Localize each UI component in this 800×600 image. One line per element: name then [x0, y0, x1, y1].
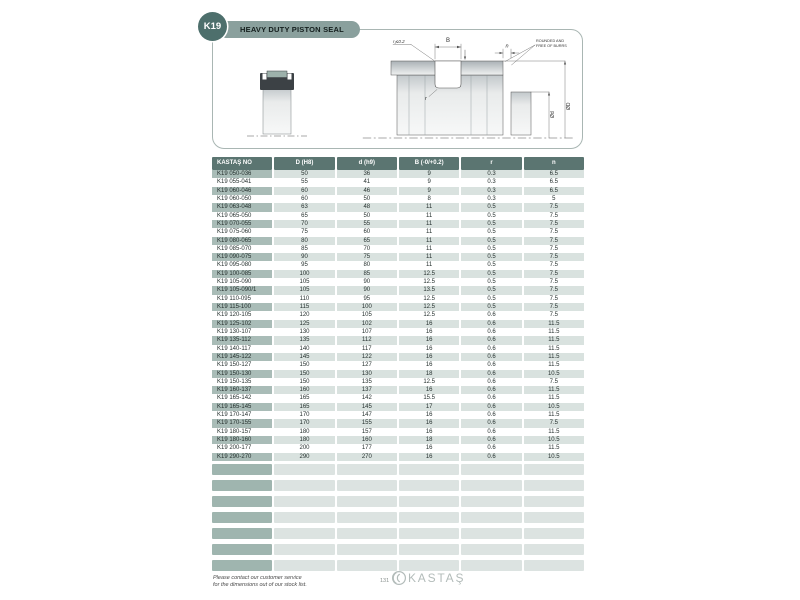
- cell-n: 10.5: [524, 403, 584, 411]
- cell-kastas-no: K19 063-048: [212, 203, 272, 211]
- cell-kastas-no: K19 110-095: [217, 295, 251, 302]
- table-row: [212, 253, 584, 261]
- cell-d-h8: 150: [274, 370, 334, 378]
- cell-d-h9: 46: [337, 187, 397, 195]
- table-row: [212, 261, 584, 269]
- cell-b: 17: [399, 403, 459, 411]
- cell-b: 11: [426, 245, 433, 252]
- cell-kastas-no: K19 160-137: [212, 386, 272, 394]
- table-row: [212, 386, 584, 394]
- dim-d-big-label: ØD: [566, 102, 572, 110]
- kastas-logo: [391, 570, 465, 586]
- cell-d-h9: 177: [361, 445, 372, 452]
- cell-r: 0.5: [487, 262, 496, 269]
- cell-d-h9: 50: [363, 195, 371, 202]
- cell-d-h9: 60: [363, 229, 371, 236]
- empty-row: [212, 496, 584, 507]
- technical-drawing-panel: [212, 29, 583, 149]
- cell-b: 9: [399, 187, 459, 195]
- cell-d-h8: 50: [274, 170, 334, 178]
- cell-r: 0.6: [461, 453, 521, 461]
- cell-kastas-no: K19 120-105: [217, 312, 252, 319]
- cell-n: 5: [552, 195, 556, 202]
- cell-b: 11: [426, 229, 433, 236]
- cell-d-h8: 290: [274, 453, 334, 461]
- cell-r: 0.6: [461, 336, 521, 344]
- cell-kastas-no: K19 140-117: [217, 345, 251, 352]
- cell-d-h8: 170: [274, 419, 334, 427]
- cell-n: 6.5: [549, 179, 558, 186]
- cell-n: 11.5: [548, 345, 560, 352]
- cell-d-h9: 107: [361, 328, 372, 335]
- cell-d-h9: 90: [363, 279, 371, 286]
- cell-kastas-no: K19 135-112: [212, 336, 272, 344]
- table-row: [212, 361, 584, 369]
- cell-b: 18: [399, 436, 459, 444]
- dim-d-small-label: Ød: [550, 111, 556, 118]
- cell-kastas-no: K19 125-102: [212, 320, 272, 328]
- cell-r: 0.6: [461, 320, 521, 328]
- cell-r: 0.5: [487, 279, 496, 286]
- cell-d-h8: 100: [274, 270, 334, 278]
- cell-b: 16: [425, 362, 433, 369]
- cell-kastas-no: K19 105-090/1: [212, 286, 272, 294]
- column-header-b: B (-0/+0.2): [399, 157, 459, 170]
- cell-kastas-no: K19 060-046: [212, 187, 272, 195]
- page-number: 131: [380, 578, 390, 584]
- cell-d-h9: 95: [363, 295, 371, 302]
- cell-d-h8: 90: [274, 253, 334, 261]
- cell-b: 11: [399, 253, 459, 261]
- burr-note-line1: ROUNDED AND: [536, 39, 565, 43]
- cell-r: 0.6: [487, 395, 496, 402]
- table-row: [212, 328, 584, 336]
- cell-r: 0.6: [487, 445, 496, 452]
- cell-n: 7.5: [524, 237, 584, 245]
- cell-d-h9: 70: [363, 245, 371, 252]
- cell-d-h9: 147: [361, 412, 372, 419]
- table-row: [212, 436, 584, 444]
- cell-b: 16: [399, 419, 459, 427]
- cell-n: 11.5: [524, 353, 584, 361]
- cell-d-h8: 60: [301, 195, 308, 202]
- cell-n: 11.5: [524, 320, 584, 328]
- table-row: [212, 278, 584, 286]
- cell-b: 16: [425, 445, 433, 452]
- page-title: HEAVY DUTY PISTON SEAL: [222, 21, 360, 38]
- cell-b: 12.5: [423, 312, 435, 319]
- cell-b: 15.5: [423, 395, 435, 402]
- column-header-n: n: [524, 157, 584, 170]
- cell-d-h8: 115: [274, 303, 334, 311]
- dimensions-table: [212, 157, 584, 461]
- cell-r: 0.6: [487, 345, 496, 352]
- cell-r: 0.5: [461, 203, 521, 211]
- table-row: [212, 237, 584, 245]
- table-row: [212, 303, 584, 311]
- cell-d-h8: 145: [274, 353, 334, 361]
- cell-r: 0.5: [487, 212, 496, 219]
- table-row: [212, 444, 584, 452]
- cell-n: 11.5: [548, 328, 560, 335]
- table-row: [212, 195, 584, 203]
- piston-step: [511, 92, 531, 135]
- dim-r-label: r: [425, 96, 427, 102]
- cell-b: 11: [426, 262, 433, 269]
- cell-kastas-no: K19 070-055: [212, 220, 272, 228]
- cell-kastas-no: K19 180-157: [217, 428, 252, 435]
- cell-kastas-no: K19 165-145: [212, 403, 272, 411]
- empty-rows: [212, 464, 584, 576]
- empty-row: [212, 480, 584, 491]
- table-row: [212, 336, 584, 344]
- cell-n: 7.5: [549, 262, 558, 269]
- cell-kastas-no: K19 150-135: [217, 378, 252, 385]
- cell-b: 12.5: [399, 270, 459, 278]
- cell-b: 16: [425, 428, 433, 435]
- cell-d-h8: 55: [301, 179, 308, 186]
- cell-d-h9: 142: [361, 395, 372, 402]
- table-row: [212, 245, 584, 253]
- cell-n: 11.5: [548, 428, 560, 435]
- cell-d-h9: 85: [337, 270, 397, 278]
- cell-kastas-no: K19 200-177: [217, 445, 252, 452]
- cell-b: 12.5: [423, 295, 435, 302]
- cell-d-h8: 120: [299, 312, 310, 319]
- cell-r: 0.3: [487, 195, 496, 202]
- table-row: [212, 286, 584, 294]
- cell-r: 0.6: [461, 436, 521, 444]
- table-row: [212, 345, 584, 353]
- cell-r: 0.3: [461, 170, 521, 178]
- cell-n: 6.5: [524, 170, 584, 178]
- cell-n: 7.5: [549, 378, 558, 385]
- cell-r: 0.6: [487, 378, 496, 385]
- cell-n: 7.5: [524, 253, 584, 261]
- cell-r: 0.6: [461, 403, 521, 411]
- cell-b: 11: [399, 203, 459, 211]
- cell-b: 16: [399, 320, 459, 328]
- cell-n: 6.5: [524, 187, 584, 195]
- cell-n: 11.5: [524, 336, 584, 344]
- cell-r: 0.5: [461, 270, 521, 278]
- cell-kastas-no: K19 100-085: [212, 270, 272, 278]
- table-row: [212, 203, 584, 211]
- cell-d-h8: 150: [299, 362, 310, 369]
- cell-d-h8: 80: [274, 237, 334, 245]
- cell-d-h8: 170: [299, 412, 310, 419]
- cell-n: 7.5: [524, 419, 584, 427]
- column-header-kastas-no: KASTAŞ NO: [212, 157, 272, 170]
- empty-row: [212, 544, 584, 555]
- cell-d-h8: 105: [274, 286, 334, 294]
- cell-n: 7.5: [524, 286, 584, 294]
- cell-kastas-no: K19 170-155: [212, 419, 272, 427]
- cell-d-h8: 85: [301, 245, 308, 252]
- cell-d-h9: 137: [337, 386, 397, 394]
- table-row: [212, 370, 584, 378]
- table-row: [212, 295, 584, 303]
- cell-n: 7.5: [524, 220, 584, 228]
- table-row: [212, 394, 584, 402]
- cell-kastas-no: K19 050-036: [212, 170, 272, 178]
- cell-n: 11.5: [548, 412, 560, 419]
- installation-figure: [363, 38, 575, 138]
- cell-d-h9: 160: [337, 436, 397, 444]
- cell-kastas-no: K19 170-147: [217, 412, 252, 419]
- cell-r: 0.5: [461, 220, 521, 228]
- cell-d-h8: 200: [299, 445, 310, 452]
- table-row: [212, 270, 584, 278]
- cell-kastas-no: K19 095-080: [217, 262, 252, 269]
- column-header-r: r: [461, 157, 521, 170]
- cell-n: 11.5: [524, 386, 584, 394]
- cell-d-h8: 60: [274, 187, 334, 195]
- table-row: [212, 187, 584, 195]
- cell-b: 12.5: [423, 279, 435, 286]
- cell-r: 0.6: [487, 362, 496, 369]
- cell-d-h8: 180: [299, 428, 310, 435]
- table-row: [212, 419, 584, 427]
- cell-kastas-no: K19 105-090: [217, 279, 252, 286]
- cell-b: 9: [399, 170, 459, 178]
- cell-r: 0.6: [461, 419, 521, 427]
- cell-b: 11: [399, 220, 459, 228]
- cell-b: 16: [425, 412, 433, 419]
- cell-b: 8: [427, 195, 431, 202]
- kastas-logo-text: KASTAŞ: [408, 571, 466, 585]
- cell-d-h9: 117: [362, 345, 372, 352]
- cell-n: 11.5: [548, 395, 560, 402]
- empty-row: [212, 464, 584, 475]
- cell-r: 0.3: [461, 187, 521, 195]
- cell-d-h8: 135: [274, 336, 334, 344]
- cell-b: 9: [427, 179, 431, 186]
- cell-d-h9: 41: [363, 179, 371, 186]
- cell-d-h9: 130: [337, 370, 397, 378]
- cell-b: 12.5: [399, 303, 459, 311]
- technical-drawing: [213, 30, 584, 150]
- column-header-d-h8: D (H8): [274, 157, 334, 170]
- cell-r: 0.5: [461, 237, 521, 245]
- cell-n: 7.5: [549, 229, 558, 236]
- cell-d-h9: 100: [337, 303, 397, 311]
- cell-r: 0.5: [487, 245, 496, 252]
- cell-d-h8: 95: [301, 262, 308, 269]
- table-body: [212, 170, 584, 461]
- cell-n: 7.5: [524, 270, 584, 278]
- cell-d-h8: 140: [299, 345, 310, 352]
- seal-profile-figure: [247, 71, 307, 136]
- cell-kastas-no: K19 090-075: [212, 253, 272, 261]
- cell-kastas-no: K19 080-065: [212, 237, 272, 245]
- cell-r: 0.6: [487, 428, 496, 435]
- cell-b: 16: [399, 386, 459, 394]
- cell-d-h8: 105: [299, 279, 310, 286]
- cell-b: 11: [399, 237, 459, 245]
- table-row: [212, 428, 584, 436]
- cell-b: 11: [426, 212, 433, 219]
- footer-note: [213, 575, 307, 589]
- cell-kastas-no: K19 165-142: [217, 395, 252, 402]
- cell-b: 16: [399, 453, 459, 461]
- cell-d-h8: 160: [274, 386, 334, 394]
- cell-d-h8: 70: [274, 220, 334, 228]
- table-row: [212, 320, 584, 328]
- cell-d-h9: 102: [337, 320, 397, 328]
- cell-n: 7.5: [549, 312, 558, 319]
- footer-note-line1: Please contact our customer service: [213, 575, 302, 581]
- cell-r: 0.5: [461, 303, 521, 311]
- cell-kastas-no: K19 130-107: [217, 328, 252, 335]
- cell-r: 0.6: [461, 386, 521, 394]
- table-row: [212, 228, 584, 236]
- k19-badge: K19: [198, 12, 227, 41]
- empty-row: [212, 512, 584, 523]
- cell-d-h9: 145: [337, 403, 397, 411]
- cell-d-h8: 75: [301, 229, 308, 236]
- cell-d-h9: 75: [337, 253, 397, 261]
- cell-kastas-no: K19 065-050: [217, 212, 252, 219]
- cell-d-h8: 150: [299, 378, 310, 385]
- cell-d-h8: 63: [274, 203, 334, 211]
- cell-r: 0.5: [487, 295, 496, 302]
- table-row: [212, 311, 584, 319]
- table-header-row: [212, 157, 584, 170]
- cell-d-h8: 110: [299, 295, 310, 302]
- cell-r: 0.6: [487, 312, 496, 319]
- cell-n: 11.5: [548, 362, 560, 369]
- cell-n: 7.5: [549, 295, 558, 302]
- cell-kastas-no: K19 060-050: [217, 195, 252, 202]
- cell-n: 11.5: [548, 445, 560, 452]
- cell-n: 10.5: [524, 436, 584, 444]
- cell-d-h9: 122: [337, 353, 397, 361]
- column-header-d-h9: d (h9): [337, 157, 397, 170]
- table-row: [212, 170, 584, 178]
- cell-b: 16: [399, 336, 459, 344]
- cell-kastas-no: K19 290-270: [212, 453, 272, 461]
- cell-d-h8: 130: [299, 328, 310, 335]
- cell-r: 0.5: [461, 286, 521, 294]
- cell-r: 0.6: [487, 412, 496, 419]
- table-row: [212, 453, 584, 461]
- cell-d-h8: 165: [274, 403, 334, 411]
- cell-d-h8: 165: [299, 395, 310, 402]
- cell-d-h8: 65: [301, 212, 308, 219]
- cell-b: 16: [399, 353, 459, 361]
- cell-kastas-no: K19 115-100: [212, 303, 272, 311]
- cell-n: 7.5: [549, 245, 558, 252]
- cell-d-h9: 270: [337, 453, 397, 461]
- cell-d-h9: 135: [361, 378, 372, 385]
- cell-n: 7.5: [524, 303, 584, 311]
- cell-d-h9: 55: [337, 220, 397, 228]
- table-row: [212, 178, 584, 186]
- cell-n: 10.5: [524, 370, 584, 378]
- cell-b: 18: [399, 370, 459, 378]
- table-row: [212, 378, 584, 386]
- cell-kastas-no: K19 150-127: [217, 362, 252, 369]
- cell-d-h9: 155: [337, 419, 397, 427]
- cell-n: 7.5: [549, 212, 558, 219]
- cell-n: 10.5: [524, 453, 584, 461]
- table-row: [212, 220, 584, 228]
- table-row: [212, 353, 584, 361]
- dim-b-label: B: [445, 38, 451, 44]
- cell-d-h9: 36: [337, 170, 397, 178]
- cell-r: 0.6: [461, 370, 521, 378]
- cell-d-h9: 157: [361, 428, 372, 435]
- cell-r: 0.5: [487, 229, 496, 236]
- cell-b: 16: [425, 328, 433, 335]
- kastas-logo-icon: [391, 570, 407, 586]
- cell-d-h9: 127: [361, 362, 372, 369]
- dim-r1-label: r₁≤0.2: [393, 39, 405, 44]
- table-row: [212, 403, 584, 411]
- cell-r: 0.3: [487, 179, 496, 186]
- cell-kastas-no: K19 075-060: [217, 229, 252, 236]
- cell-d-h8: 180: [274, 436, 334, 444]
- cell-d-h9: 90: [337, 286, 397, 294]
- cell-b: 16: [425, 345, 433, 352]
- cell-d-h9: 112: [337, 336, 397, 344]
- cell-d-h9: 48: [337, 203, 397, 211]
- cell-b: 12.5: [423, 378, 435, 385]
- table-row: [212, 411, 584, 419]
- seal-cap: [267, 71, 287, 78]
- footer-note-line2: for the dimensions out of our stock list.: [213, 581, 307, 588]
- cell-kastas-no: K19 055-041: [217, 179, 252, 186]
- cell-kastas-no: K19 085-070: [217, 245, 252, 252]
- cell-kastas-no: K19 150-130: [212, 370, 272, 378]
- cell-d-h9: 65: [337, 237, 397, 245]
- empty-row: [212, 528, 584, 539]
- cell-d-h9: 80: [363, 262, 371, 269]
- cell-kastas-no: K19 180-160: [212, 436, 272, 444]
- cell-d-h9: 105: [361, 312, 372, 319]
- cell-r: 0.6: [487, 328, 496, 335]
- cell-n: 7.5: [524, 203, 584, 211]
- table-row: [212, 212, 584, 220]
- dim-n-label: n: [505, 43, 509, 50]
- cell-d-h9: 50: [363, 212, 371, 219]
- cell-r: 0.5: [461, 253, 521, 261]
- cell-r: 0.6: [461, 353, 521, 361]
- cell-kastas-no: K19 145-122: [212, 353, 272, 361]
- cell-d-h8: 125: [274, 320, 334, 328]
- seal-groove: [435, 61, 461, 88]
- cell-n: 7.5: [549, 279, 558, 286]
- cell-b: 13.5: [399, 286, 459, 294]
- burr-note-line2: FREE OF BURRS: [536, 44, 567, 48]
